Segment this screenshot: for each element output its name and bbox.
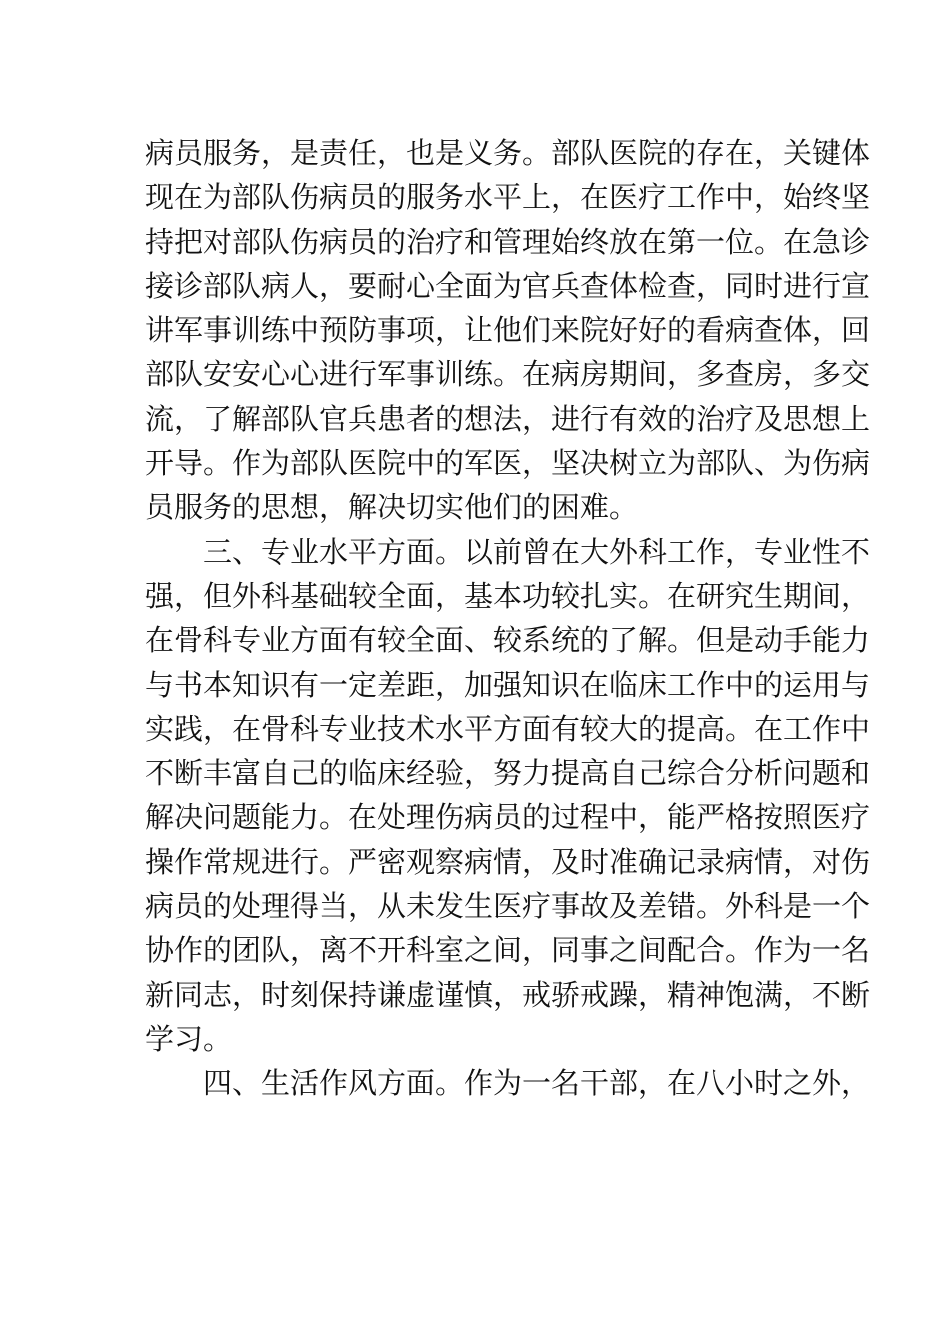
text-line: 不断丰富自己的临床经验，努力提高自己综合分析问题和 bbox=[145, 756, 871, 791]
text-line: 病员的处理得当，从未发生医疗事故及差错。外科是一个 bbox=[145, 889, 871, 924]
text-line: 学习。 bbox=[145, 1021, 233, 1056]
paragraph-heading-line: 四、生活作风方面。作为一名干部，在八小时之外， bbox=[203, 1066, 871, 1101]
text-line: 协作的团队，离不开科室之间，同事之间配合。作为一名 bbox=[145, 933, 871, 968]
text-line: 在骨科专业方面有较全面、较系统的了解。但是动手能力 bbox=[145, 623, 871, 658]
text-line: 解决问题能力。在处理伤病员的过程中，能严格按照医疗 bbox=[145, 800, 871, 835]
text-line: 部队安安心心进行军事训练。在病房期间，多查房，多交 bbox=[145, 357, 871, 392]
text-line: 流，了解部队官兵患者的想法，进行有效的治疗及思想上 bbox=[145, 401, 871, 436]
text-line: 病员服务，是责任，也是义务。部队医院的存在，关键体 bbox=[145, 136, 871, 170]
text-line: 强，但外科基础较全面，基本功较扎实。在研究生期间， bbox=[145, 578, 871, 613]
text-line: 操作常规进行。严密观察病情，及时准确记录病情，对伤 bbox=[145, 844, 871, 879]
text-line: 讲军事训练中预防事项，让他们来院好好的看病查体，回 bbox=[145, 313, 871, 348]
text-line: 接诊部队病人，要耐心全面为官兵查体检查，同时进行宣 bbox=[145, 268, 871, 303]
text-line: 新同志，时刻保持谦虚谨慎，戒骄戒躁，精神饱满，不断 bbox=[145, 977, 871, 1012]
text-line: 开导。作为部队医院中的军医，坚决树立为部队、为伤病 bbox=[145, 446, 871, 481]
text-line: 员服务的思想，解决切实他们的困难。 bbox=[145, 490, 639, 525]
text-line: 与书本知识有一定差距，加强知识在临床工作中的运用与 bbox=[145, 667, 871, 702]
text-line: 持把对部队伤病员的治疗和管理始终放在第一位。在急诊 bbox=[145, 224, 871, 259]
text-line: 实践，在骨科专业技术水平方面有较大的提高。在工作中 bbox=[145, 711, 871, 746]
paragraph-heading-line: 三、专业水平方面。以前曾在大外科工作，专业性不 bbox=[203, 534, 871, 569]
text-line: 现在为部队伤病员的服务水平上，在医疗工作中，始终坚 bbox=[145, 180, 871, 215]
document-body bbox=[145, 131, 871, 1106]
